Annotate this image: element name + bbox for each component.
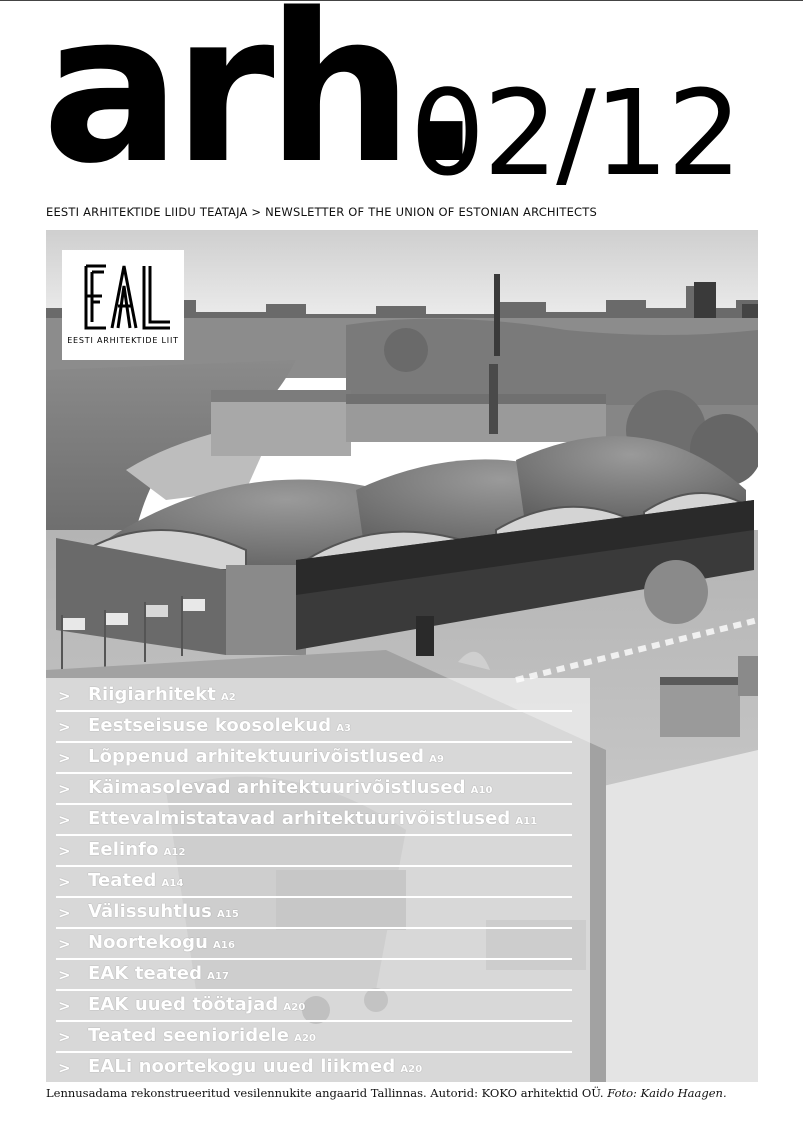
contents-item[interactable] — [56, 959, 572, 991]
contents-item-page: A11 — [515, 816, 538, 827]
contents-item[interactable] — [56, 773, 572, 805]
contents-item[interactable] — [56, 804, 572, 836]
contents-item[interactable] — [56, 866, 572, 898]
contents-item-page: A16 — [213, 940, 236, 951]
contents-item[interactable] — [56, 897, 572, 929]
chevron-right-icon: > — [58, 1059, 71, 1077]
chevron-right-icon: > — [58, 873, 71, 891]
contents-item-title: EAK teated — [88, 963, 203, 984]
contents-item-page: A14 — [161, 878, 184, 889]
issue-number: 02/12 — [410, 64, 741, 202]
contents-item-title: Teated — [88, 870, 157, 891]
contents-item-page: A20 — [400, 1064, 423, 1075]
contents-item-page: A20 — [283, 1002, 306, 1013]
contents-item-title: Käimasolevad arhitektuurivõistlused — [88, 777, 466, 798]
contents-item-title: Lõppenud arhitektuurivõistlused — [88, 746, 425, 767]
contents-item-title: Välissuhtlus — [88, 901, 212, 922]
contents-item-title: EAK uued töötajad — [88, 994, 279, 1015]
contents-item[interactable] — [56, 742, 572, 774]
eal-logo — [62, 250, 184, 360]
contents-item[interactable] — [56, 680, 572, 712]
contents-item-page: A12 — [163, 847, 186, 858]
contents-item-page: A10 — [470, 785, 493, 796]
chevron-right-icon: > — [58, 997, 71, 1015]
chevron-right-icon: > — [58, 718, 71, 736]
contents-item[interactable] — [56, 928, 572, 960]
contents-item-title: Eelinfo — [88, 839, 159, 860]
contents-item[interactable] — [56, 835, 572, 867]
contents-item-page: A2 — [220, 692, 236, 703]
contents-item[interactable] — [56, 711, 572, 743]
chevron-right-icon: > — [58, 780, 71, 798]
contents-item-page: A9 — [429, 754, 445, 765]
contents-item-title: Teated seenioridele — [88, 1025, 290, 1046]
chevron-right-icon: > — [58, 904, 71, 922]
contents-item[interactable] — [56, 1052, 572, 1082]
contents-item-title: Riigiarhitekt — [88, 684, 216, 705]
chevron-right-icon: > — [58, 842, 71, 860]
contents-item-page: A15 — [217, 909, 239, 920]
tagline: EESTI ARHITEKTIDE LIIDU TEATAJA > NEWSLETTER OF THE UNION OF ESTONIAN ARCHITECTS — [46, 205, 598, 219]
chevron-right-icon: > — [58, 966, 71, 984]
contents-item-title: Eestseisuse koosolekud — [88, 715, 332, 736]
chevron-right-icon: > — [58, 749, 71, 767]
chevron-right-icon: > — [58, 687, 71, 705]
contents-item-page: A20 — [294, 1033, 317, 1044]
logo-subtitle: EESTI ARHITEKTIDE LIIT — [67, 336, 179, 345]
contents-item[interactable] — [56, 990, 572, 1022]
contents-list — [46, 678, 590, 1082]
contents-item-title: Ettevalmistatavad arhitektuurivõistlused — [88, 808, 511, 829]
contents-item-title: EALi noortekogu uued liikmed — [88, 1056, 396, 1077]
masthead-title: arh. — [42, 0, 476, 209]
contents-item-page: A17 — [207, 971, 230, 982]
chevron-right-icon: > — [58, 1028, 71, 1046]
contents-item-page: A3 — [336, 723, 352, 734]
contents-item-title: Noortekogu — [88, 932, 209, 953]
photo-caption — [46, 1086, 727, 1100]
masthead — [42, 0, 782, 209]
caption-text: Lennusadama rekonstrueeritud vesilennukite angaarid Tallinnas. Autorid: KOKO arhitektid OÜ. — [46, 1086, 604, 1100]
chevron-right-icon: > — [58, 811, 71, 829]
contents-item[interactable] — [56, 1021, 572, 1053]
chevron-right-icon: > — [58, 935, 71, 953]
photo-credit: Foto: Kaido Haagen. — [607, 1086, 727, 1100]
